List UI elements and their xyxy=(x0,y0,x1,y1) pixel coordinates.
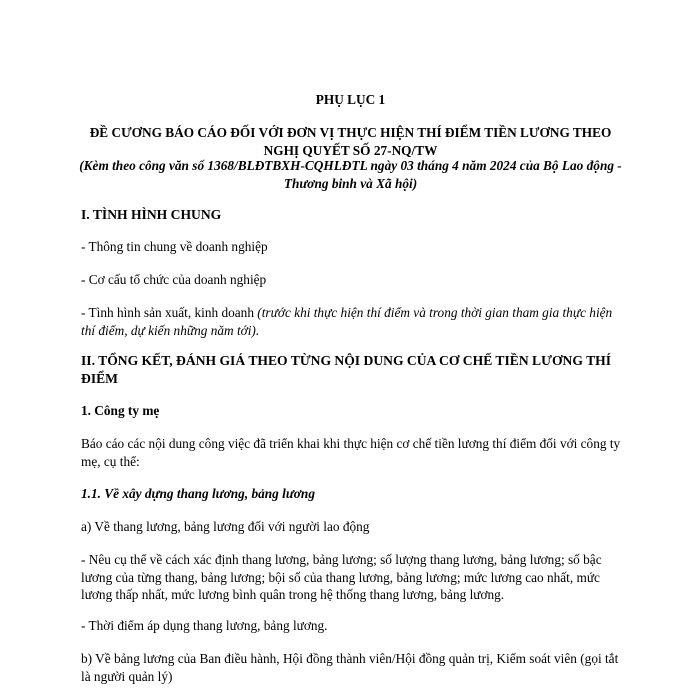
section1-item-business-status xyxy=(81,304,621,339)
section1-heading: I. TÌNH HÌNH CHUNG xyxy=(81,207,222,222)
main-title: ĐỀ CƯƠNG BÁO CÁO ĐỐI VỚI ĐƠN VỊ THỰC HIỆN THÍ ĐIỂM TIỀN LƯƠNG THEO NGHỊ QUYẾT SỐ 27-NQ/TW xyxy=(89,125,612,158)
section2-heading: II. TỔNG KẾT, ĐÁNH GIÁ THEO TỪNG NỘI DUNG CỦA CƠ CHẾ TIỀN LƯƠNG THÍ ĐIỂM xyxy=(81,353,611,386)
business-status-note: (trước khi thực hiện thí điểm và trong thời gian tham gia thực hiện thí điểm, dự kiến những năm tới). xyxy=(81,305,613,338)
section1-item-company-info: - Thông tin chung về doanh nghiệp xyxy=(81,239,268,254)
subsection-parent-company: 1. Công ty mẹ xyxy=(81,403,160,418)
subtitle: (Kèm theo công văn số 1368/BLĐTBXH-CQHLĐTL ngày 03 tháng 4 năm 2024 của Bộ Lao động - Thương binh và Xã hội) xyxy=(79,158,622,191)
item-a-employee-scale: a) Về thang lương, bảng lương đối với người lao động xyxy=(81,519,370,534)
parent-company-paragraph: Báo cáo các nội dung công việc đã triển khai khi thực hiện cơ chế tiền lương thí điểm đối với công ty mẹ, cụ thể: xyxy=(81,436,621,469)
appendix-title: PHỤ LỤC 1 xyxy=(315,92,386,107)
item-b-management-scale: b) Về bảng lương của Ban điều hành, Hội đồng thành viên/Hội đồng quản trị, Kiểm soát viên (gọi tắt là người quản lý) xyxy=(81,651,619,684)
item-a-apply-time: - Thời điểm áp dụng thang lương, bảng lương. xyxy=(81,618,328,633)
item-a-detail: - Nêu cụ thể về cách xác định thang lương, bảng lương; số lượng thang lương, bảng lương; số bậc lương của từng thang, bảng lương; bội số của thang lương, bảng lương; mức lương cao nhất, mức lương thấp nhất, mức lương bình quân trong hệ thống thang lương, bảng lương. xyxy=(81,552,602,602)
section1-item-org-structure: - Cơ cấu tổ chức của doanh nghiệp xyxy=(81,272,267,287)
subsection-salary-scale: 1.1. Về xây dựng thang lương, bảng lương xyxy=(81,486,315,501)
business-status-text: - Tình hình sản xuất, kinh doanh xyxy=(81,305,258,320)
